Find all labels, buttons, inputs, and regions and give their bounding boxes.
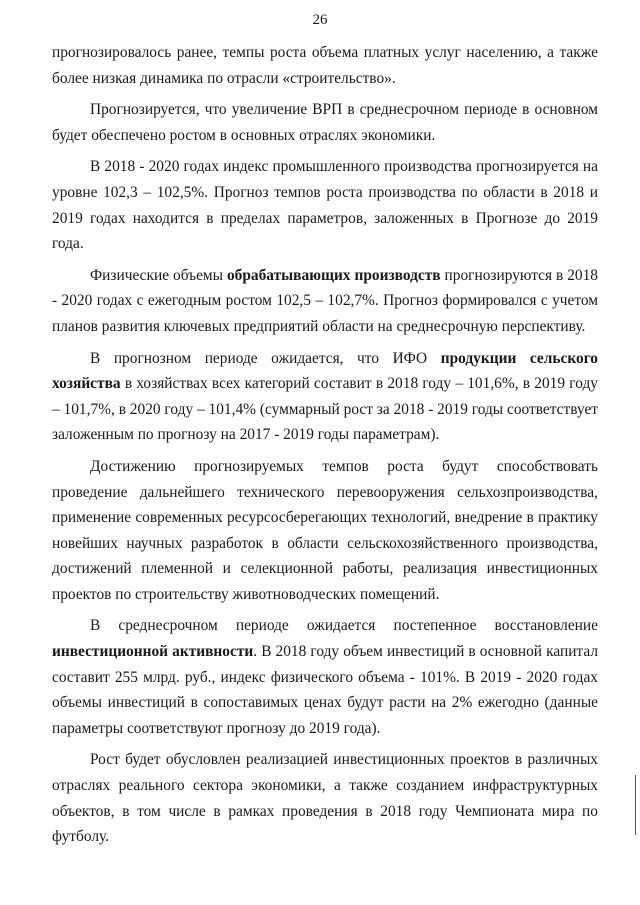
paragraph-3: [52, 154, 598, 256]
bold-term: инвестиционной активности: [52, 643, 254, 661]
text-run: В прогнозном периоде ожидается, что ИФО: [90, 349, 441, 367]
paragraph-8: [52, 747, 598, 849]
page-number: 26: [312, 12, 328, 28]
paragraph-6: [52, 454, 598, 608]
document-body: [52, 40, 598, 856]
text-run: Рост будет обусловлен реализацией инвестиционных проектов в различных отраслях реального сектора экономики, а также созданием инфраструктурных объектов, в том числе в рамках проведения в 2018 году Чемпионата мира по футболу.: [52, 751, 598, 846]
paragraph-4: [52, 263, 598, 340]
bold-term: обрабатывающих производств: [226, 266, 441, 284]
paragraph-2: [52, 97, 598, 148]
text-run: в хозяйствах всех категорий составит в 2018 году – 101,6%, в 2019 году – 101,7%, в 2020 году – 101,4% (суммарный рост за 2018 - 2019 годы соответствует заложенным по прогнозу на 2017 - 2019 годы параметрам).: [52, 375, 599, 444]
paragraph-5: [52, 346, 598, 448]
text-run: Физические объемы: [90, 266, 227, 284]
text-run: В среднесрочном периоде ожидается постепенное восстановление: [90, 617, 598, 635]
paragraph-1: [52, 40, 598, 91]
scan-edge-mark: [635, 775, 636, 835]
bold-term: продукции сельского хозяйства: [52, 349, 598, 393]
text-run: прогнозируются в 2018 - 2020 годах с ежегодным ростом 102,5 – 102,7%. Прогноз формировался с учетом планов развития ключевых предприятий области на среднесрочную перспективу.: [52, 266, 598, 335]
text-run: Достижению прогнозируемых темпов роста будут способствовать проведение дальнейшего технического перевооружения сельхозпроизводства, применение современных ресурсосберегающих технологий, внедрение в практику новейших научных разработок в области сельскохозяйственного производства, достижений племенной и селекционной работы, реализация инвестиционных проектов по строительству животноводческих помещений.: [52, 457, 598, 603]
text-run: Прогнозируется, что увеличение ВРП в среднесрочном периоде в основном будет обеспечено ростом в основных отраслях экономики.: [52, 101, 598, 144]
text-run: В 2018 - 2020 годах индекс промышленного производства прогнозируется на уровне 102,3 – 102,5%. Прогноз темпов роста производства по области в 2018 и 2019 годах находится в пределах параметров, заложенных в Прогнозе до 2019 года.: [52, 158, 598, 253]
paragraph-7: [52, 613, 598, 741]
text-run: . В 2018 году объем инвестиций в основной капитал составит 255 млрд. руб., индекс физического объема - 101%. В 2019 - 2020 годах объемы инвестиций в сопоставимых ценах будут расти на 2% ежегодно (данные параметры соответствуют прогнозу до 2019 года).: [52, 643, 598, 737]
text-run: прогнозировалось ранее, темпы роста объема платных услуг населению, а также более низкая динамика по отрасли «строительство».: [52, 44, 598, 87]
